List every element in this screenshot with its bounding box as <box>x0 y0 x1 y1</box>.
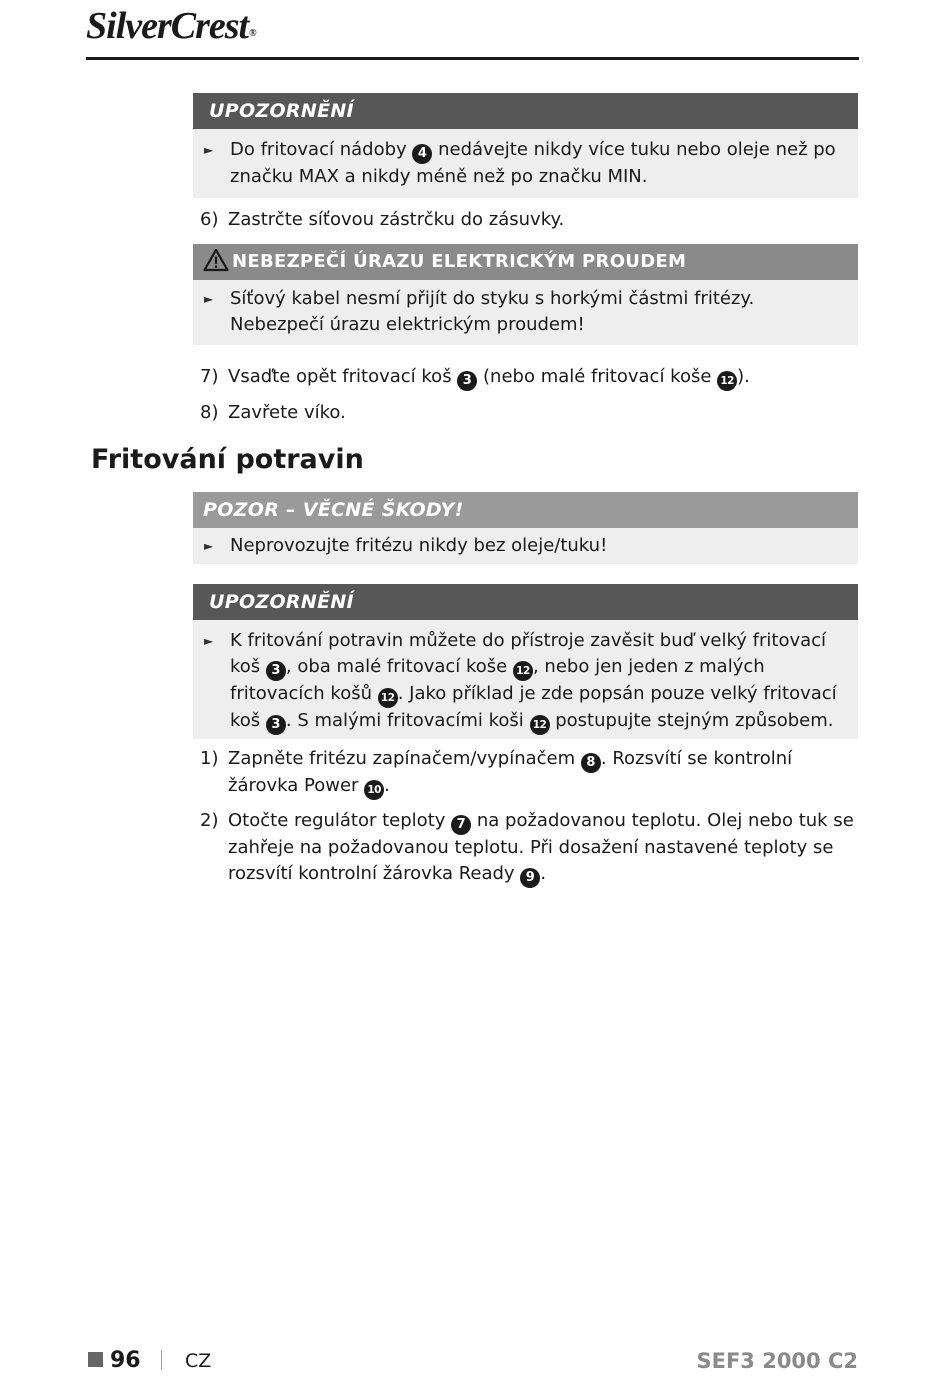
step-2 <box>200 808 855 888</box>
danger-title-bar <box>193 244 858 280</box>
caution-box <box>193 492 858 564</box>
brand-logo: SilverCrest® <box>86 5 256 47</box>
callout-number: 4 <box>412 144 432 164</box>
bullet-arrow-icon: ► <box>204 292 214 306</box>
step-6 <box>200 207 855 233</box>
language-code: CZ <box>185 1350 212 1372</box>
bullet-arrow-icon: ► <box>204 634 214 648</box>
footer-square-icon <box>88 1352 103 1367</box>
caution-item: ► Neprovozujte fritézu nikdy bez oleje/tuku! <box>193 528 858 564</box>
danger-item: ► Síťový kabel nesmí přijít do styku s horkými částmi fritézy. Nebezpečí úrazu elektrickým proudem! <box>204 288 755 335</box>
callout-number: 12 <box>717 371 737 391</box>
callout-number: 12 <box>513 661 533 681</box>
warning-triangle-icon <box>203 248 229 272</box>
callout-number: 7 <box>451 815 471 835</box>
notice-item: ► K fritování potravin můžete do přístroje zavěsit buď velký fritovací koš 3 , oba malé fritovací koše 12 , nebo jen jeden z malých fritovacích košů 12 . Jako příklad je zde popsán pouze velký fritovací koš 3 . S malými fritovacími koši 12 postupujte stejným způsobem. <box>193 620 858 739</box>
notice-title: UPOZORNĚNÍ <box>193 584 858 620</box>
danger-title: NEBEZPEČÍ ÚRAZU ELEKTRICKÝM PROUDEM <box>232 251 687 272</box>
callout-number: 3 <box>266 661 286 681</box>
section-title: Fritování potravin <box>91 444 364 475</box>
bullet-arrow-icon: ► <box>204 539 214 553</box>
step-number: 8) <box>200 402 219 423</box>
callout-number: 3 <box>457 371 477 391</box>
step-number: 7) <box>200 366 219 387</box>
notice-title: UPOZORNĚNÍ <box>193 93 858 129</box>
page-number: 96 <box>110 1348 141 1373</box>
bullet-arrow-icon: ► <box>204 143 214 157</box>
step-8 <box>200 400 855 426</box>
step-number: 6) <box>200 209 219 230</box>
notice-box <box>193 93 858 198</box>
notice-item: ► Do fritovací nádoby 4 nedávejte nikdy více tuku nebo oleje než po značku MAX a nikdy méně než po značku MIN. <box>204 139 836 187</box>
step-number: 2) <box>200 810 219 831</box>
step-text: Vsaďte opět fritovací koš 3 (nebo malé fritovací koše 12 ). <box>228 364 855 391</box>
callout-number: 12 <box>530 715 550 735</box>
step-text: Otočte regulátor teploty 7 na požadovanou teplotu. Olej nebo tuk se zahřeje na požadovanou teplotu. Při dosažení nastavené teploty se rozsvítí kontrolní žárovka Ready 9 . <box>228 808 855 888</box>
step-text: Zapněte fritézu zapínačem/vypínačem 8 . Rozsvítí se kontrolní žárovka Power 10 . <box>228 746 855 800</box>
step-1 <box>200 746 855 800</box>
notice-box <box>193 584 858 739</box>
footer-divider <box>161 1350 162 1370</box>
callout-number: 9 <box>520 868 540 888</box>
callout-number: 10 <box>364 780 384 800</box>
danger-box <box>193 244 858 345</box>
registered-mark: ® <box>249 28 256 39</box>
step-number: 1) <box>200 748 219 769</box>
step-text: Zastrčte síťovou zástrčku do zásuvky. <box>228 209 565 230</box>
callout-number: 3 <box>266 715 286 735</box>
callout-number: 12 <box>378 688 398 708</box>
callout-number: 8 <box>581 753 601 773</box>
step-text: Zavřete víko. <box>228 402 346 423</box>
header-rule <box>86 57 859 60</box>
model-number: SEF3 2000 C2 <box>696 1349 858 1373</box>
step-7 <box>200 364 855 391</box>
caution-title: POZOR – VĚCNÉ ŠKODY! <box>193 492 858 528</box>
